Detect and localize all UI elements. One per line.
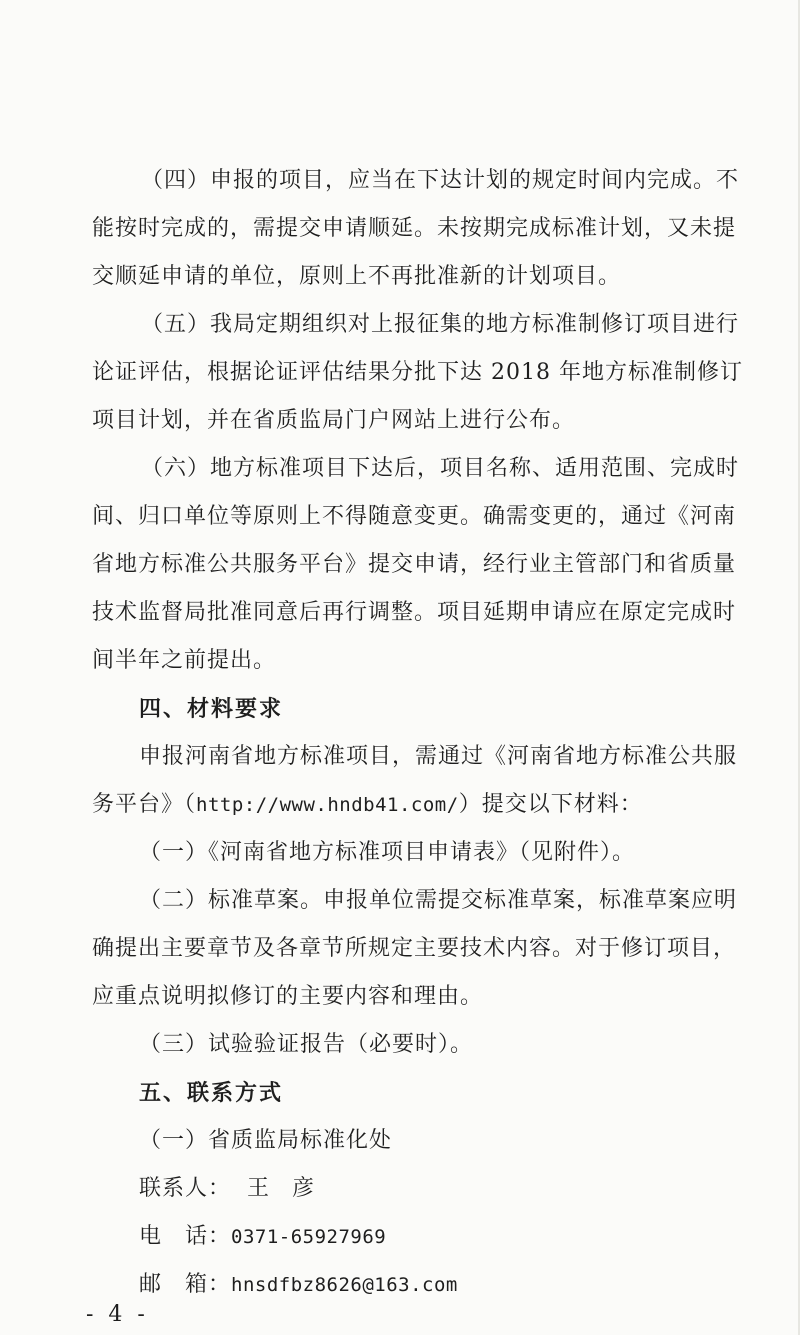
contact-person-row <box>139 1174 322 1204</box>
section-heading-contact: 五、联系方式 <box>139 1080 284 1106</box>
paragraph-item5-line3: 项目计划，并在省质监局门户网站上进行公布。 <box>92 408 576 433</box>
contact-department: （一）省质监局标准化处 <box>139 1128 393 1153</box>
section-heading-materials: 四、材料要求 <box>139 696 284 722</box>
paragraph-item4-line2: 能按时完成的，需提交申请顺延。未按期完成标准计划，又未提 <box>92 216 737 241</box>
paragraph-item6-line1: （六）地方标准项目下达后，项目名称、适用范围、完成时 <box>141 456 740 481</box>
materials-intro-prefix: 务平台》（ <box>92 792 197 817</box>
phone-number: 0371-65927969 <box>231 1226 387 1248</box>
page-number: - 4 - <box>86 1302 149 1327</box>
paragraph-item6-line5: 间半年之前提出。 <box>92 648 277 673</box>
phone-row <box>139 1222 386 1252</box>
email-row <box>139 1270 458 1300</box>
contact-person-label: 联系人： <box>139 1176 232 1201</box>
material-item-1: （一）《河南省地方标准项目申请表》（见附件）。 <box>139 840 636 865</box>
paragraph-item6-line2: 间、归口单位等原则上不得随意变更。确需变更的，通过《河南 <box>92 504 737 529</box>
paragraph-item4-line3: 交顺延申请的单位，原则上不再批准新的计划项目。 <box>92 264 622 289</box>
materials-intro-line2 <box>92 790 643 820</box>
materials-intro-suffix: ）提交以下材料： <box>458 792 643 817</box>
email-label: 邮 箱： <box>139 1272 232 1297</box>
material-item-2-line3: 应重点说明拟修订的主要内容和理由。 <box>92 984 484 1009</box>
materials-intro-line1: 申报河南省地方标准项目，需通过《河南省地方标准公共服 <box>139 744 738 769</box>
contact-person-name: 王 彦 <box>247 1176 323 1201</box>
paragraph-item4-line1: （四）申报的项目，应当在下达计划的规定时间内完成。不 <box>141 168 740 193</box>
paragraph-item5-line2: 论证评估，根据论证评估结果分批下达 2018 年地方标准制修订 <box>92 360 743 385</box>
email-address: hnsdfbz8626@163.com <box>231 1274 458 1296</box>
material-item-2-line1: （二）标准草案。申报单位需提交标准草案，标准草案应明 <box>139 888 738 913</box>
phone-label: 电 话： <box>139 1224 232 1249</box>
paragraph-item6-line4: 技术监督局批准同意后再行调整。项目延期申请应在原定完成时 <box>92 600 737 625</box>
platform-url: http://www.hndb41.com/ <box>196 794 459 816</box>
paragraph-item6-line3: 省地方标准公共服务平台》提交申请，经行业主管部门和省质量 <box>92 552 737 577</box>
material-item-2-line2: 确提出主要章节及各章节所规定主要技术内容。对于修订项目， <box>92 936 737 961</box>
material-item-3: （三）试验验证报告（必要时）。 <box>139 1032 474 1057</box>
paragraph-item5-line1: （五）我局定期组织对上报征集的地方标准制修订项目进行 <box>141 312 740 337</box>
